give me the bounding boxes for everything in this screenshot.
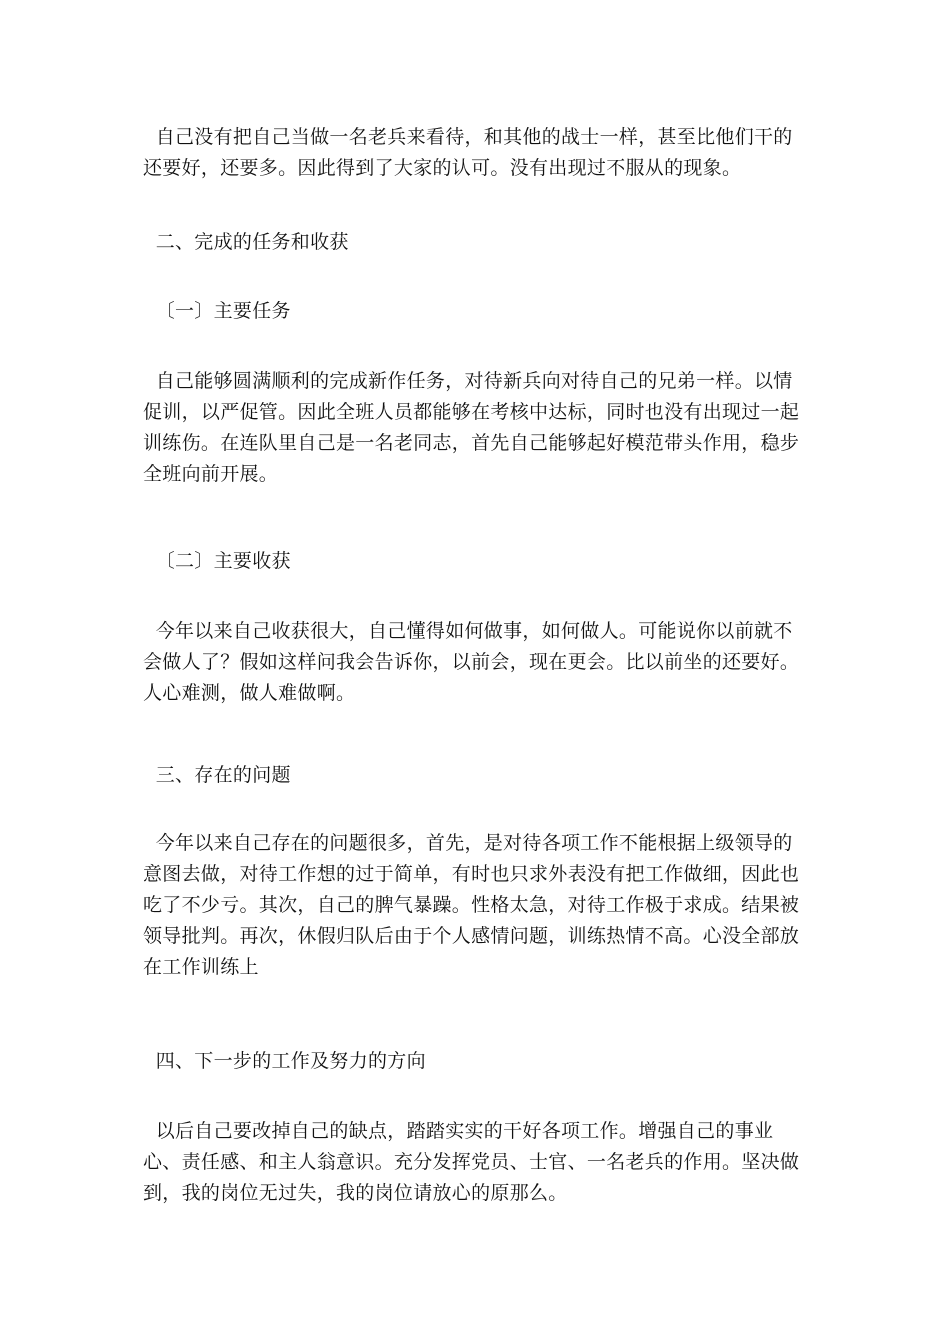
paragraph-next-steps: 以后自己要改掉自己的缺点，踏踏实实的干好各项工作。增强自己的事业心、责任感、和主人翁意识。充分发挥党员、士官、一名老兵的作用。坚决做到，我的岗位无过失，我的岗位请放心的原那么。 xyxy=(143,1120,800,1204)
paragraph-main-gains: 今年以来自己收获很大，自己懂得如何做事，如何做人。可能说你以前就不会做人了？假如这样问我会告诉你，以前会，现在更会。比以前坐的还要好。人心难测，做人难做啊。 xyxy=(143,620,800,704)
paragraph-attitude: 自己没有把自己当做一名老兵来看待，和其他的战士一样，甚至比他们干的还要好，还要多。因此得到了大家的认可。没有出现过不服从的现象。 xyxy=(143,126,793,179)
section-heading-problems: 三、存在的问题 xyxy=(143,764,291,786)
subheading-main-tasks: 〔一〕主要任务 xyxy=(143,300,291,322)
section-heading-next-steps: 四、下一步的工作及努力的方向 xyxy=(143,1050,426,1072)
section-heading-tasks-and-gains: 二、完成的任务和收获 xyxy=(143,231,349,253)
subheading-main-gains: 〔二〕主要收获 xyxy=(143,550,291,572)
paragraph-problems: 今年以来自己存在的问题很多，首先，是对待各项工作不能根据上级领导的意图去做，对待工作想的过于简单，有时也只求外表没有把工作做细，因此也吃了不少亏。其次，自己的脾气暴躁。性格太急，对待工作极于求成。结果被领导批判。再次，休假归队后由于个人感情问题，训练热情不高。心没全部放在工作训练上 xyxy=(143,832,800,978)
paragraph-main-tasks: 自己能够圆满顺利的完成新作任务，对待新兵向对待自己的兄弟一样。以情促训，以严促管。因此全班人员都能够在考核中达标，同时也没有出现过一起训练伤。在连队里自己是一名老同志，首先自己能够起好模范带头作用，稳步全班向前开展。 xyxy=(143,370,800,485)
